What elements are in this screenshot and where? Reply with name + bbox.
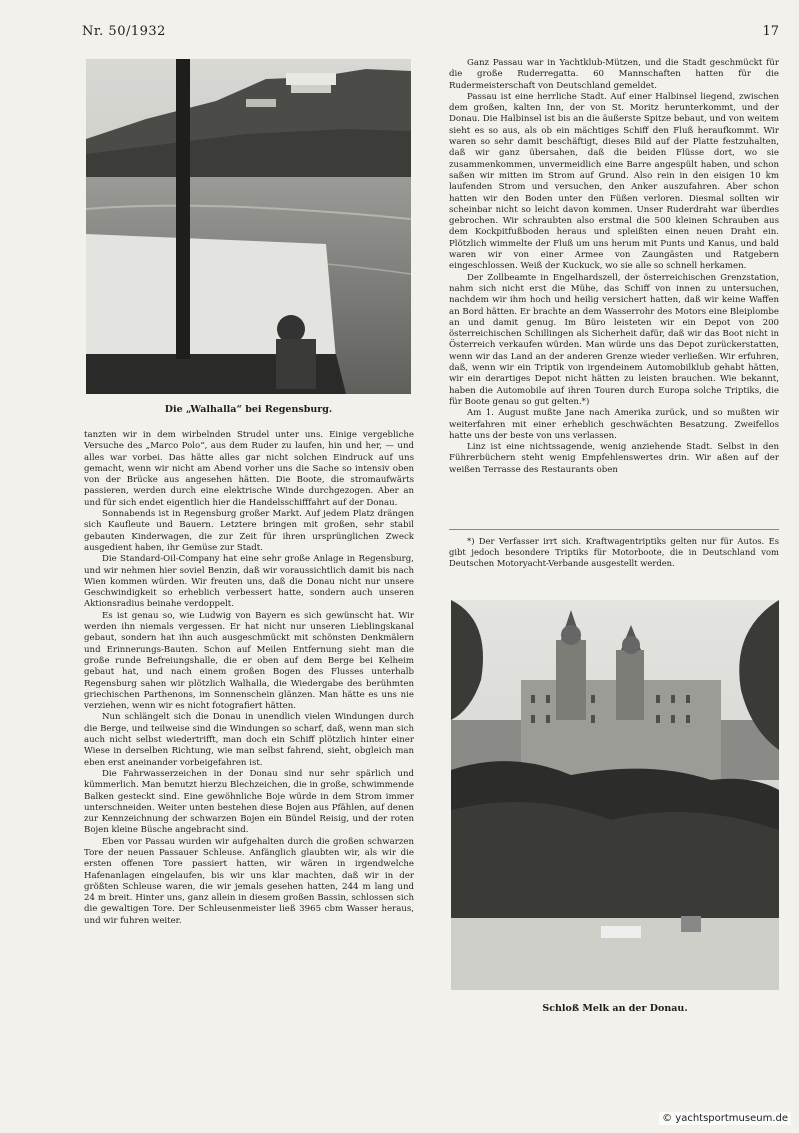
paragraph: tanzten wir in dem wirbelnden Strudel unter uns. Einige vergebliche Versuche des „Marco Polo“, aus dem Ruder zu laufen, hin und her, — und alles war vorbei. Das hätte alles gar nicht solchen Eindruck auf uns gemacht, wenn wir nicht am Abend vorher uns die Sache so intensiv oben von der Brücke aus angesehen hätten. Die Boote, die stromaufwärts passieren, werden durch eine elektrische Winde durchgezogen. Aber an und für sich endet eigentlich hier die Handelsschifffahrt auf der Donau. <box>84 430 414 508</box>
walhalla-photo <box>86 59 411 394</box>
paragraph: Am 1. August mußte Jane nach Amerika zurück, und so mußten wir weiterfahren mit einer erheblich geschwächten Besatzung. Zweifellos hatte uns der beste von uns verlassen. <box>449 408 779 441</box>
issue-number: Nr. 50/1932 <box>82 24 166 39</box>
paragraph: Linz ist eine nichtssagende, wenig anziehende Stadt. Selbst in den Führerbüchern steht wenig Empfehlenswertes drin. Wir aßen auf der weißen Terrasse des Restaurants oben <box>449 442 779 475</box>
walhalla-caption: Die „Walhalla“ bei Regensburg. <box>164 404 333 415</box>
paragraph: Der Zollbeamte in Engelhardszell, der österreichischen Grenzstation, nahm sich nicht erst die Mühe, das Schiff von innen zu untersuchen, nachdem wir ihm hoch und heilig versichert hatten, daß wir keine Waffen an Bord hätten. Er brachte an dem Wasserrohr des Motors eine Bleiplombe an und damit genug. Im Büro leisteten wir ein Depot von 200 österreichischen Schillingen als Sicherheit dafür, daß wir das Boot nicht in Österreich verkaufen würden. Man würde uns das Depot zurückerstatten, wenn wir das Land an der anderen Grenze wieder verließen. Wir erfuhren, daß, wenn wir ein Triptik von irgendeinem Automobilklub gehabt hätten, wir ein derartiges Depot nicht hätten zu leisten brauchen. Wie bekannt, haben die Automobile auf ihren Touren durch Europa solche Triptiks, die für Boote genau so gut gelten.*) <box>449 272 779 407</box>
page-header <box>82 24 779 44</box>
paragraph: Ganz Passau war in Yachtklub-Mützen, und die Stadt geschmückt für die große Ruderregatta. 60 Mannschaften hatten für die Rudermeisterschaft von Deutschland gemeldet. <box>449 58 779 91</box>
paragraph: Passau ist eine herrliche Stadt. Auf einer Halbinsel liegend, zwischen dem großen, kalten Inn, der von St. Moritz herunterkommt, und der Donau. Die Halbinsel ist bis an die äußerste Spitze bebaut, und von weitem sieht es so aus, als ob ein mächtiges Schiff den Fluß heraufkommt. Wir waren so sehr damit beschäftigt, dieses Bild auf der Platte festzuhalten, daß wir ganz übersahen, daß die beiden Flüsse dort, wo sie zusammenkommen, unvermeidlich eine Barre angespült haben, und schon saßen wir mitten im Strom auf Grund. Also rein in den eisigen 10 km laufenden Strom und versuchen, den Anker auszufahren. Aber schon hatten wir den Boden unter den Füßen verloren. Diesmal sollten wir scheinbar nicht so leicht davon kommen. Unser Ruderdraht war überdies gebrochen. Wir schraubten also erstmal die 500 kleinen Schrauben aus dem Kockpitfußboden heraus und spleißten einen neuen Draht ein. Plötzlich wimmelte der Fluß um uns herum mit Punts und Kanus, und bald waren wir von einer Armee von Zaungästen und Ratgebern eingeschlossen. Weiß der Kuckuck, wo sie alle so schnell herkamen. <box>449 91 779 272</box>
left-column-text <box>84 430 414 927</box>
paragraph: Die Standard-Oil-Company hat eine sehr große Anlage in Regensburg, und wir nehmen hier soviel Benzin, daß wir voraussichtlich damit bis nach Wien kommen würden. Wir freuten uns, daß die Donau nicht nur unsere Geschwindigkeit so erheblich verbessert hatte, sondern auch unseren Aktionsradius beinahe verdoppelt. <box>84 554 414 610</box>
page-number: 17 <box>762 24 779 39</box>
right-column-text <box>449 58 779 476</box>
melk-caption: Schloß Melk an der Donau. <box>542 1003 688 1014</box>
paragraph: Die Fahrwasserzeichen in der Donau sind nur sehr spärlich und kümmerlich. Man benutzt hierzu Blechzeichen, die in große, schwimmende Balken gesteckt sind. Eine gewöhnliche Boje würde in dem Strom immer unterschneiden. Weiter unten bestehen diese Bojen aus Pfählen, auf denen zur Kennzeichnung der schwarzen Bojen ein Bündel Reisig, und der roten Bojen kleine Büsche angebracht sind. <box>84 768 414 836</box>
footnote-divider <box>449 529 779 530</box>
footnote <box>449 536 779 569</box>
paragraph: Es ist genau so, wie Ludwig von Bayern es sich gewünscht hat. Wir werden ihn niemals vergessen. Er hat nicht nur unseren Lieblingskanal gebaut, sondern hat ihn auch ausgeschmückt mit schönsten Denkmälern und Erinnerungs-Bauten. Schon auf Meilen Entfernung sieht man die große runde Befreiungshalle, die er oben auf dem Berge bei Kelheim gebaut hat, und nach einem großen Bogen des Flusses unterhalb Regensburg sahen wir plötzlich Walhalla, die Wiedergabe des berühmten griechischen Parthenons, im Sonnenschein glänzen. Man hätte es uns nie verziehen, wenn wir es nicht fotografiert hätten. <box>84 610 414 712</box>
footnote-text: *) Der Verfasser irrt sich. Kraftwagentriptiks gelten nur für Autos. Es gibt jedoch besondere Triptiks für Motorboote, die in Deutschland vom Deutschen Motoryacht-Verbande ausgestellt werden. <box>449 536 779 568</box>
paragraph: Nun schlängelt sich die Donau in unendlich vielen Windungen durch die Berge, und teilweise sind die Windungen so scharf, daß, wenn man sich auch nicht selbst wiedertrifft, man doch ein Schiff plötzlich hinter einer Wiese in derselben Richtung, wie man selbst fahrend, sieht, obgleich man eben erst aneinander vorbeigefahren ist. <box>84 712 414 768</box>
paragraph: Eben vor Passau wurden wir aufgehalten durch die großen schwarzen Tore der neuen Passauer Schleuse. Anfänglich glaubten wir, als wir die ersten offenen Tore passiert hatten, wir wären in irgendwelche Hafenanlagen eingelaufen, bis wir uns klar machten, daß wir in der größten Schleuse waren, die wir jemals gesehen hatten, 244 m lang und 24 m breit. Hinter uns, ganz allein in diesem großen Bassin, schlossen sich die gewaltigen Tore. Der Schleusenmeister ließ 3965 cbm Wasser heraus, und wir fuhren weiter. <box>84 836 414 926</box>
melk-abbey-photo <box>451 600 779 990</box>
paragraph: Sonnabends ist in Regensburg großer Markt. Auf jedem Platz drängen sich Kaufleute und Bauern. Letztere bringen mit großen, sehr stabil gebauten Kinderwagen, die zur Zeit für ihren ursprünglichen Zweck ausgedient haben, ihr Gemüse zur Stadt. <box>84 509 414 553</box>
copyright-watermark: © yachtsportmuseum.de <box>659 1112 791 1125</box>
